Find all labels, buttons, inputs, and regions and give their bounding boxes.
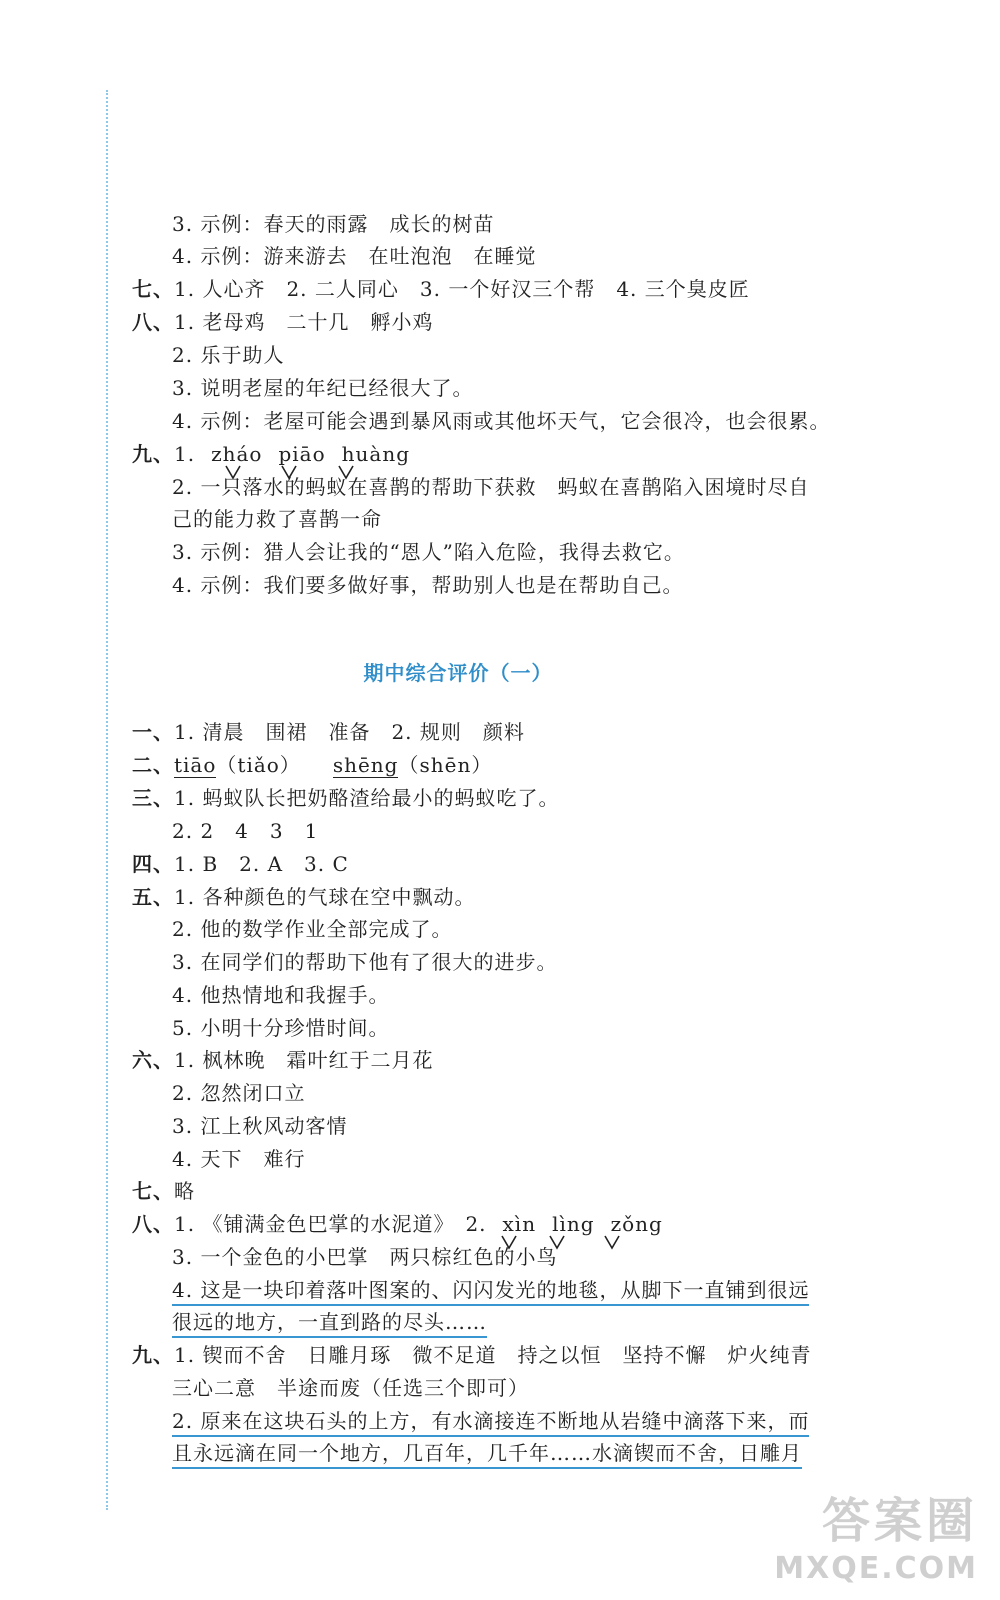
question-2-b [132, 752, 492, 778]
watermark [774, 1482, 978, 1586]
watermark-url: MXQE.COM [774, 1551, 978, 1586]
question-7-b [132, 1178, 195, 1204]
answer-line: 2. 一只落水的蚂蚁在喜鹊的帮助下获救 蚂蚁在喜鹊陷入困境时尽自 [172, 475, 810, 499]
answer-text: 1. 蚂蚁队长把奶酪渣给最小的蚂蚁吃了。 [174, 786, 560, 810]
pinyin: （tiǎo） [216, 753, 301, 777]
question-8-a [132, 309, 433, 335]
check-mark [605, 1236, 619, 1248]
answer-line: 3. 一个金色的小巴掌 两只棕红色的小鸟 [172, 1245, 558, 1269]
answer-line: 2. 乐于助人 [172, 343, 285, 367]
answer-text: 1. B 2. A 3. C [174, 852, 349, 876]
pinyin: tiāo [174, 753, 217, 777]
question-label: 五、 [132, 885, 174, 909]
question-5-b [132, 884, 475, 910]
answer-line: 4. 示例：游来游去 在吐泡泡 在睡觉 [172, 244, 537, 268]
question-label: 七、 [132, 1179, 174, 1203]
answer-line: 2. 2 4 3 1 [172, 819, 319, 843]
answer-line [172, 1440, 802, 1466]
answer-line [172, 1277, 809, 1303]
answer-line: 4. 他热情地和我握手。 [172, 983, 390, 1007]
answer-text: 1. 锲而不舍 日雕月琢 微不足道 持之以恒 坚持不懈 炉火纯青 [174, 1343, 812, 1367]
answer-line: 4. 示例：我们要多做好事，帮助别人也是在帮助自己。 [172, 573, 684, 597]
answer-text: 略 [174, 1179, 195, 1203]
pinyin: zháo [211, 442, 263, 466]
answer-line: 3. 示例：猎人会让我的“恩人”陷入危险，我得去救它。 [172, 540, 685, 564]
question-6-b [132, 1047, 433, 1073]
question-4-b [132, 851, 349, 877]
question-9-a [132, 441, 410, 467]
answer-line: 己的能力救了喜鹊一命 [172, 507, 382, 531]
question-label: 三、 [132, 786, 174, 810]
answer-text: 1. 清晨 围裙 准备 2. 规则 颜料 [174, 720, 525, 744]
question-label: 九、 [132, 1343, 174, 1367]
question-1-b [132, 719, 525, 745]
underlined-text: 且永远滴在同一个地方，几百年，几千年……水滴锲而不舍，日雕月 [172, 1441, 802, 1469]
question-3-b [132, 785, 559, 811]
question-label: 四、 [132, 852, 174, 876]
answer-line: 2. 他的数学作业全部完成了。 [172, 917, 453, 941]
answer-line: 4. 示例：老屋可能会遇到暴风雨或其他坏天气，它会很冷，也会很累。 [172, 409, 831, 433]
answer-line: 3. 示例：春天的雨露 成长的树苗 [172, 212, 495, 236]
answer-text: 1. 枫林晚 霜叶红于二月花 [174, 1048, 434, 1072]
underlined-text: 4. 这是一块印着落叶图案的、闪闪发光的地毯，从脚下一直铺到很远 [172, 1278, 809, 1306]
answer-line: 3. 江上秋风动客情 [172, 1114, 348, 1138]
pinyin: xìn [502, 1212, 537, 1236]
pinyin: （shēn） [398, 753, 493, 777]
answer-line: 4. 天下 难行 [172, 1147, 306, 1171]
question-9-b [132, 1342, 811, 1368]
pinyin: zǒng [610, 1212, 663, 1236]
question-8-b [132, 1211, 663, 1237]
question-label: 六、 [132, 1048, 174, 1072]
question-label: 八、 [132, 310, 174, 334]
answer-text: 1. 各种颜色的气球在空中飘动。 [174, 885, 476, 909]
watermark-logo: 答案圈 [821, 1493, 978, 1549]
answer-line: 2. 忽然闭口立 [172, 1081, 306, 1105]
question-label: 七、 [132, 277, 174, 301]
answer-line [172, 1408, 809, 1434]
answer-line: 3. 在同学们的帮助下他有了很大的进步。 [172, 950, 558, 974]
answer-text: 1. 《铺满金色巴掌的水泥道》 2. [174, 1212, 487, 1236]
answer-text: 1. 老母鸡 二十几 孵小鸡 [174, 310, 434, 334]
answer-line [172, 1309, 487, 1335]
pinyin: piāo [278, 442, 326, 466]
answer-number: 1. [174, 442, 196, 466]
pinyin: huàng [341, 442, 411, 466]
pinyin: lìng [552, 1212, 595, 1236]
pinyin: shēng [332, 753, 399, 777]
question-label: 二、 [132, 753, 174, 777]
question-label: 八、 [132, 1212, 174, 1236]
question-label: 一、 [132, 720, 174, 744]
question-7-a [132, 276, 750, 302]
underlined-text: 很远的地方，一直到路的尽头…… [172, 1310, 487, 1338]
section-title: 期中综合评价（一） [363, 661, 553, 685]
margin-dotted-line [106, 90, 108, 1510]
underlined-text: 2. 原来在这块石头的上方，有水滴接连不断地从岩缝中滴落下来，而 [172, 1409, 809, 1437]
answer-line: 三心二意 半途而废（任选三个即可） [172, 1376, 529, 1400]
answer-text: 1. 人心齐 2. 二人同心 3. 一个好汉三个帮 4. 三个臭皮匠 [174, 277, 750, 301]
answer-line: 3. 说明老屋的年纪已经很大了。 [172, 376, 474, 400]
question-label: 九、 [132, 442, 174, 466]
answer-line: 5. 小明十分珍惜时间。 [172, 1016, 390, 1040]
